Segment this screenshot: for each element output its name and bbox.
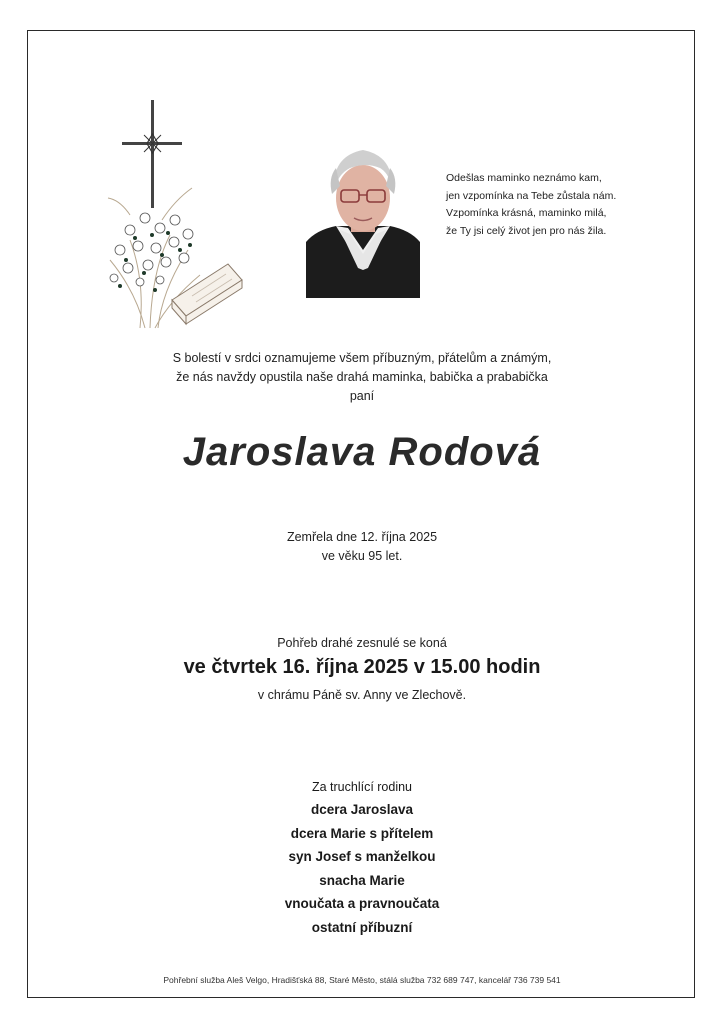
death-info: [80, 528, 644, 566]
intro-line: S bolestí v srdci oznamujeme všem příbuzným, přátelům a známým,: [172, 351, 552, 365]
funeral-date: ve čtvrtek 16. října 2025 v 15.00 hodin: [183, 656, 541, 678]
deceased-name: Jaroslava Rodová: [182, 430, 542, 474]
poem-line: Odešlas maminko neznámo kam,: [446, 172, 602, 184]
funeral-intro: Pohřeb drahé zesnulé se koná: [277, 636, 447, 650]
poem-line: jen vzpomínka na Tebe zůstala nám.: [446, 189, 617, 202]
mourner: syn Josef s manželkou: [288, 849, 436, 864]
mourner: snacha Marie: [319, 872, 405, 888]
poem-line: že Ty jsi celý život jen pro nás žila.: [446, 224, 607, 237]
cross-flowers-book-icon: [100, 100, 250, 335]
mourner: dcera Marie s přítelem: [290, 825, 434, 841]
mourner: vnoučata a pravnoučata: [284, 896, 440, 911]
mourner: ostatní příbuzní: [311, 919, 413, 935]
mourners-heading: Za truchlící rodinu: [311, 780, 413, 794]
death-age: ve věku 95 let.: [321, 549, 403, 563]
announcement-intro: [80, 349, 644, 406]
mourners: [80, 776, 644, 939]
funeral-place: v chrámu Páně sv. Anny ve Zlechově.: [257, 688, 467, 702]
intro-line: že nás navždy opustila naše drahá maminka, babička a prababička: [176, 370, 548, 384]
mourner: dcera Jaroslava: [310, 802, 414, 817]
portrait-photo: [306, 138, 420, 298]
poem-line: Vzpomínka krásná, maminko milá,: [446, 207, 607, 219]
poem: [446, 170, 686, 240]
intro-line: paní: [349, 389, 375, 403]
funeral-service-footer: Pohřební služba Aleš Velgo, Hradišťská 88, Staré Město, stálá služba 732 689 747, kancelář 736 739 541: [163, 975, 561, 985]
death-date: Zemřela dne 12. října 2025: [286, 530, 438, 544]
